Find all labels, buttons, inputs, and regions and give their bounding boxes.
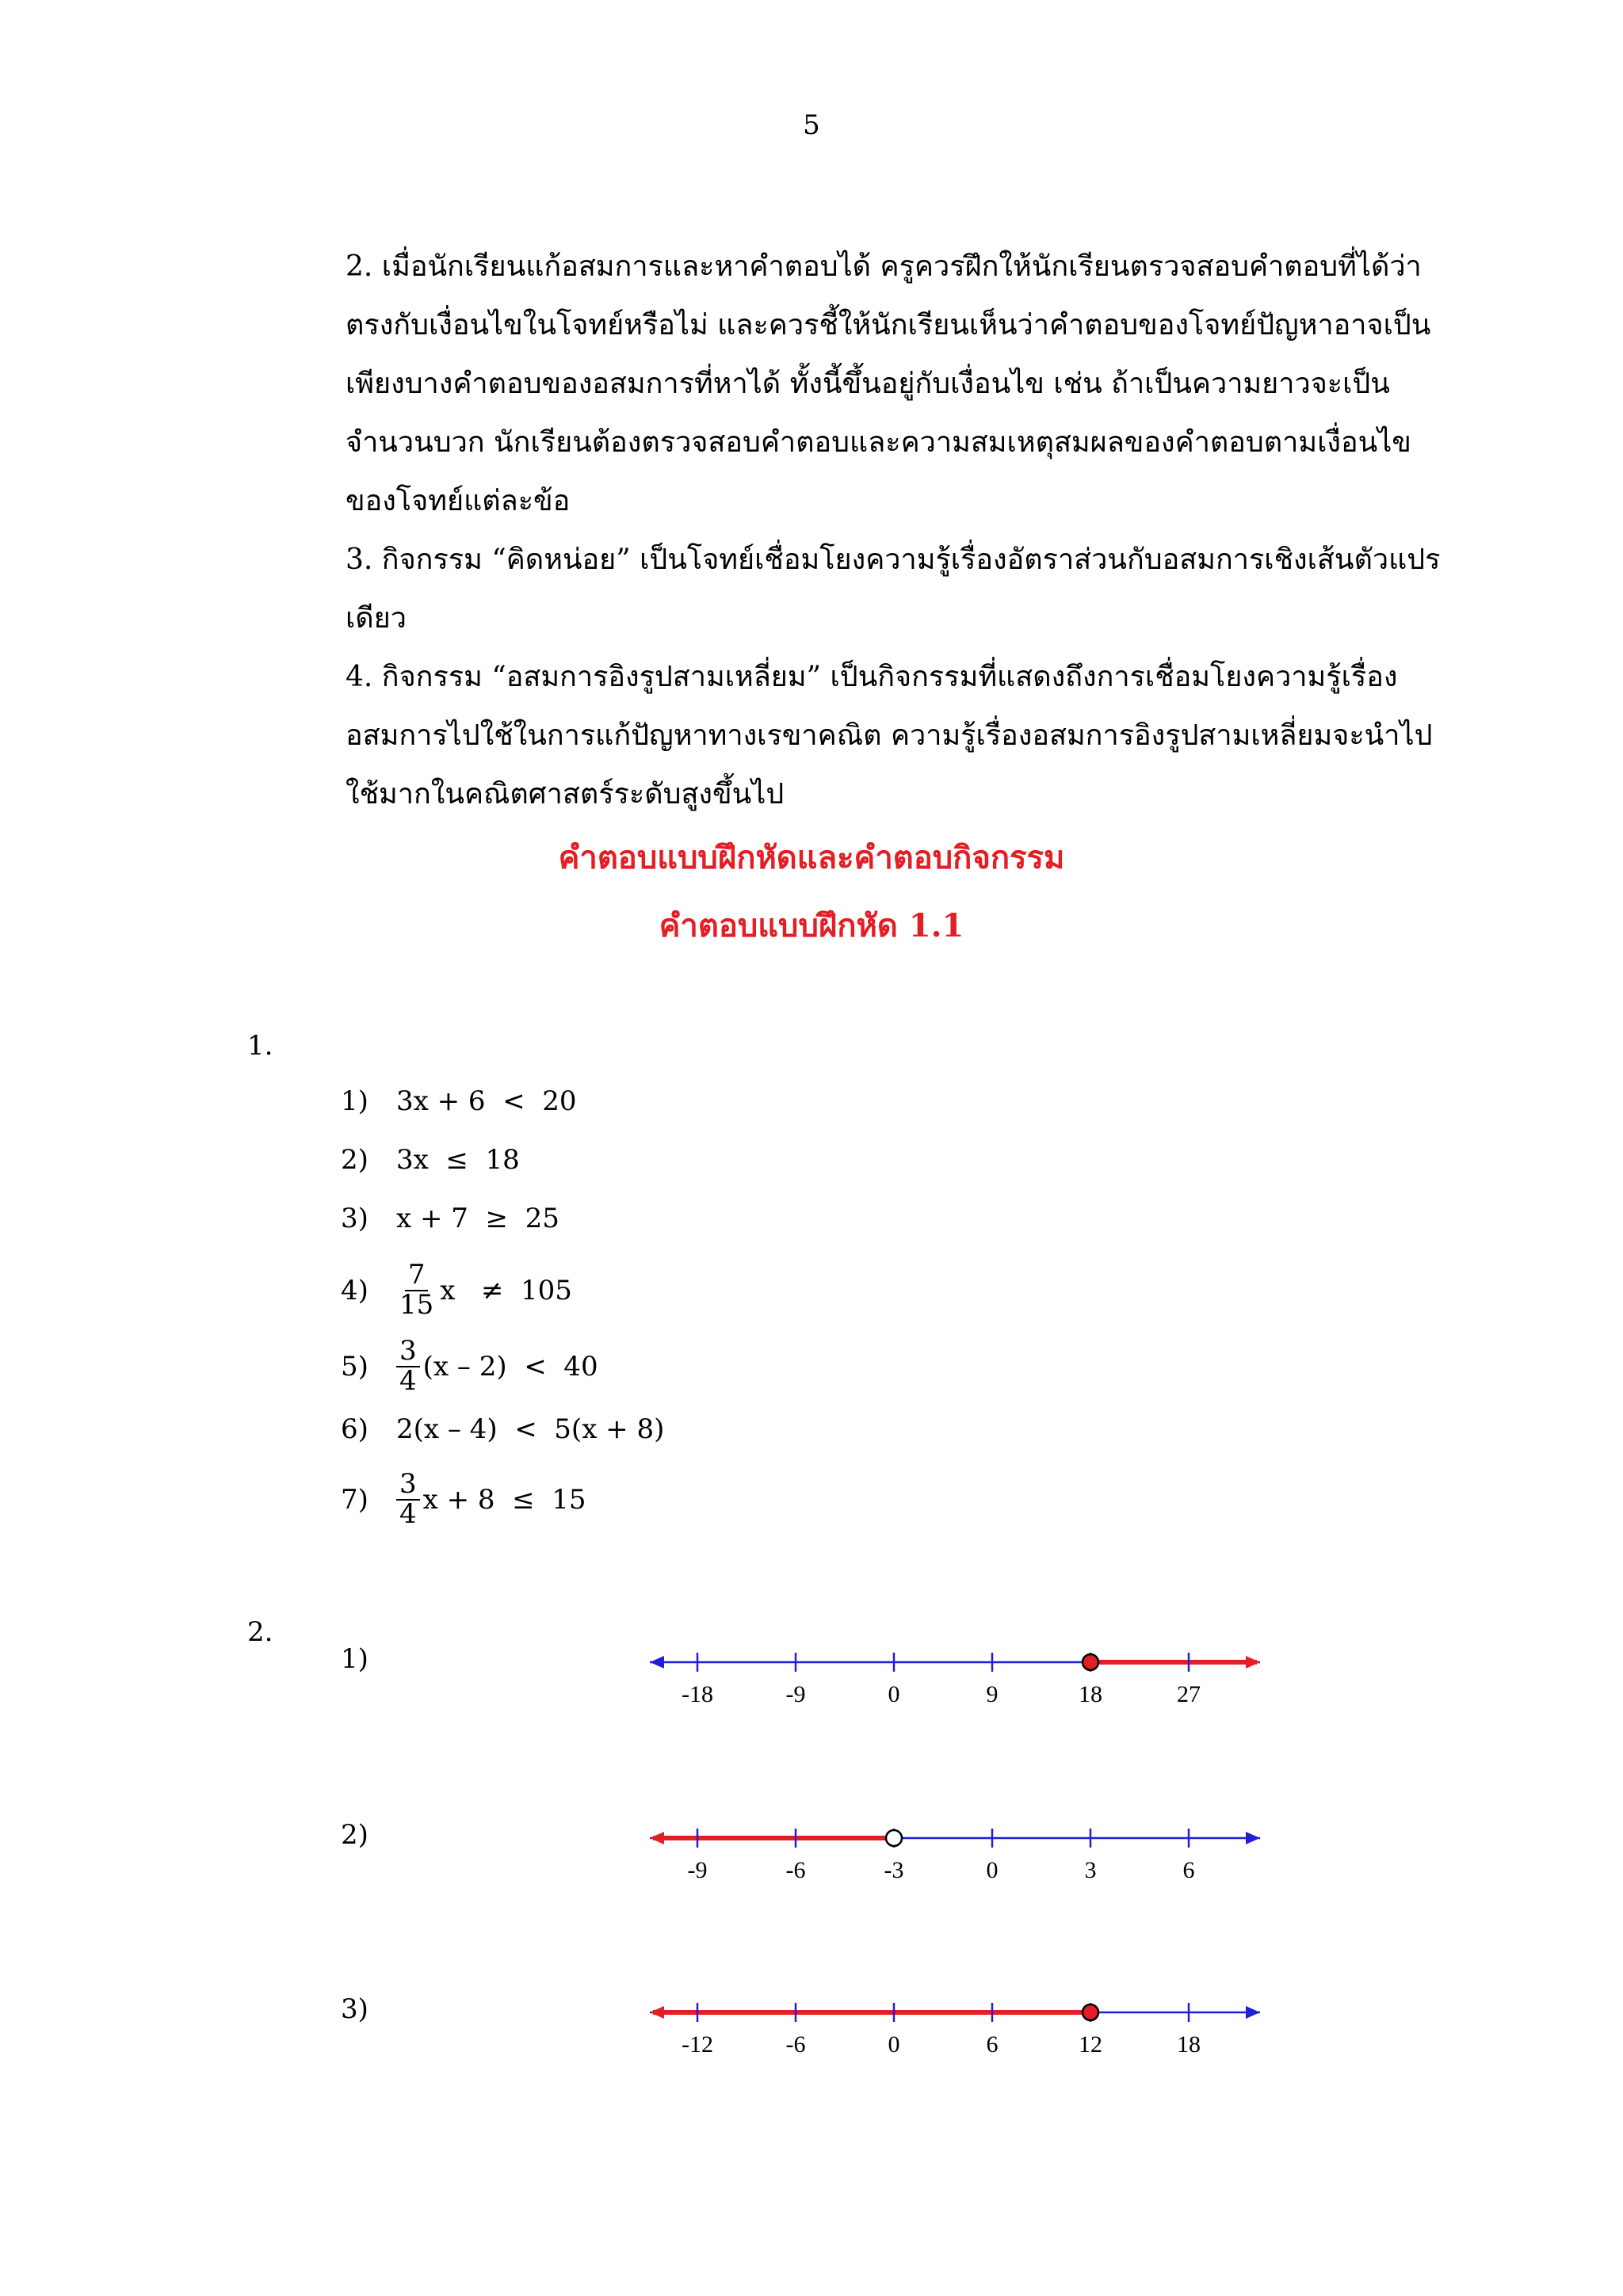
inequality-expression: x ≠ 105 — [440, 1274, 572, 1306]
tick-label: -6 — [785, 1857, 806, 1883]
tick-label: -18 — [682, 1681, 713, 1707]
inequality-row — [341, 1144, 520, 1176]
paragraph-2: 2. เมื่อนักเรียนแก้อสมการและหาคำตอบได้ ครูควรฝึกให้นักเรียนตรวจสอบคำตอบที่ได้ว่าตรงกับเงื่อนไขในโจทย์หรือไม่ และควรชี้ให้นักเรียนเห็นว่าคำตอบของโจทย์ปัญหาอาจเป็นเพียงบางคำตอบของอสมการที่หาได้ ทั้งนี้ขึ้นอยู่กับเงื่อนไข เช่น ถ้าเป็นความยาวจะเป็นจำนวนบวก นักเรียนต้องตรวจสอบคำตอบและความสมเหตุสมผลของคำตอบตามเงื่อนไขของโจทย์แต่ละข้อ — [346, 250, 1431, 517]
question-2-number: 2. — [247, 1616, 273, 1648]
inequality-label: 2) — [341, 1144, 369, 1176]
inequality-label: 6) — [341, 1413, 369, 1445]
right-arrow — [1246, 2006, 1260, 2019]
inequality-expression: 2(x – 4) < 5(x + 8) — [396, 1413, 665, 1445]
fraction-numerator: 7 — [405, 1261, 429, 1291]
inequality-label: 4) — [341, 1274, 369, 1306]
fraction — [396, 1470, 420, 1528]
tick-label: 12 — [1079, 2031, 1102, 2058]
answer-headings — [0, 830, 1623, 954]
closed-endpoint — [1083, 2004, 1098, 2020]
tick-label: 0 — [888, 2031, 900, 2058]
fraction — [396, 1261, 437, 1319]
number-line-label: 1) — [341, 1643, 369, 1675]
fraction-denominator: 15 — [399, 1288, 434, 1321]
right-arrow — [1246, 1832, 1260, 1844]
number-line — [642, 1634, 1268, 1713]
inequality-label: 5) — [341, 1350, 369, 1383]
tick-label: 27 — [1177, 1681, 1201, 1707]
section-heading: คำตอบแบบฝึกหัดและคำตอบกิจกรรม — [558, 839, 1065, 876]
tick-label: 6 — [986, 2031, 999, 2058]
tick-label: -9 — [785, 1681, 806, 1707]
tick-label: 6 — [1182, 1857, 1195, 1883]
fraction-numerator: 3 — [396, 1470, 420, 1501]
left-arrow — [650, 1656, 664, 1669]
tick-label: 9 — [986, 1681, 999, 1707]
inequality-label: 3) — [341, 1203, 369, 1234]
fraction-denominator: 4 — [399, 1497, 417, 1530]
fraction — [396, 1337, 420, 1395]
inequality-expression: x + 8 ≤ 15 — [422, 1483, 586, 1516]
fraction-numerator: 3 — [396, 1337, 420, 1367]
inequality-expression: 3x + 6 < 20 — [396, 1085, 577, 1117]
number-line — [642, 1984, 1268, 2063]
tick-label: 3 — [1084, 1857, 1097, 1883]
subsection-heading: คำตอบแบบฝึกหัด 1.1 — [659, 907, 964, 944]
inequality-row — [341, 1203, 559, 1234]
inequality-row — [341, 1470, 586, 1528]
inequality-row — [341, 1337, 598, 1395]
tick-label: -12 — [682, 2031, 713, 2058]
tick-label: -6 — [785, 2031, 806, 2058]
inequality-label: 7) — [341, 1483, 369, 1516]
paragraph-3: 3. กิจกรรม “คิดหน่อย” เป็นโจทย์เชื่อมโยงความรู้เรื่องอัตราส่วนกับอสมการเชิงเส้นตัวแปรเดียว — [346, 543, 1441, 635]
inequality-row — [341, 1413, 664, 1445]
tick-label: -9 — [687, 1857, 708, 1883]
fraction-denominator: 4 — [399, 1364, 417, 1397]
closed-endpoint — [1083, 1654, 1098, 1670]
tick-label: 0 — [986, 1857, 999, 1883]
tick-label: 0 — [888, 1681, 900, 1707]
inequality-row — [341, 1085, 577, 1117]
tick-label: 18 — [1177, 2031, 1201, 2058]
number-line-label: 2) — [341, 1819, 369, 1851]
open-endpoint — [886, 1830, 902, 1846]
instruction-text — [235, 238, 1455, 824]
question-1-number: 1. — [247, 1030, 273, 1062]
tick-label: -3 — [884, 1857, 904, 1883]
inequality-label: 1) — [341, 1085, 369, 1117]
page-number: 5 — [803, 109, 820, 141]
tick-label: 18 — [1079, 1681, 1102, 1707]
inequality-expression: (x – 2) < 40 — [422, 1350, 598, 1383]
number-line — [642, 1810, 1268, 1889]
inequality-expression: x + 7 ≥ 25 — [396, 1203, 559, 1234]
paragraph-4: 4. กิจกรรม “อสมการอิงรูปสามเหลี่ยม” เป็นกิจกรรมที่แสดงถึงการเชื่อมโยงความรู้เรื่องอสมการไปใช้ในการแก้ปัญหาทางเรขาคณิต ความรู้เรื่องอสมการอิงรูปสามเหลี่ยมจะนำไปใช้มากในคณิตศาสตร์ระดับสูงขึ้นไป — [346, 661, 1433, 810]
inequality-expression: 3x ≤ 18 — [396, 1144, 520, 1176]
number-line-label: 3) — [341, 1993, 369, 2025]
inequality-row — [341, 1261, 572, 1319]
